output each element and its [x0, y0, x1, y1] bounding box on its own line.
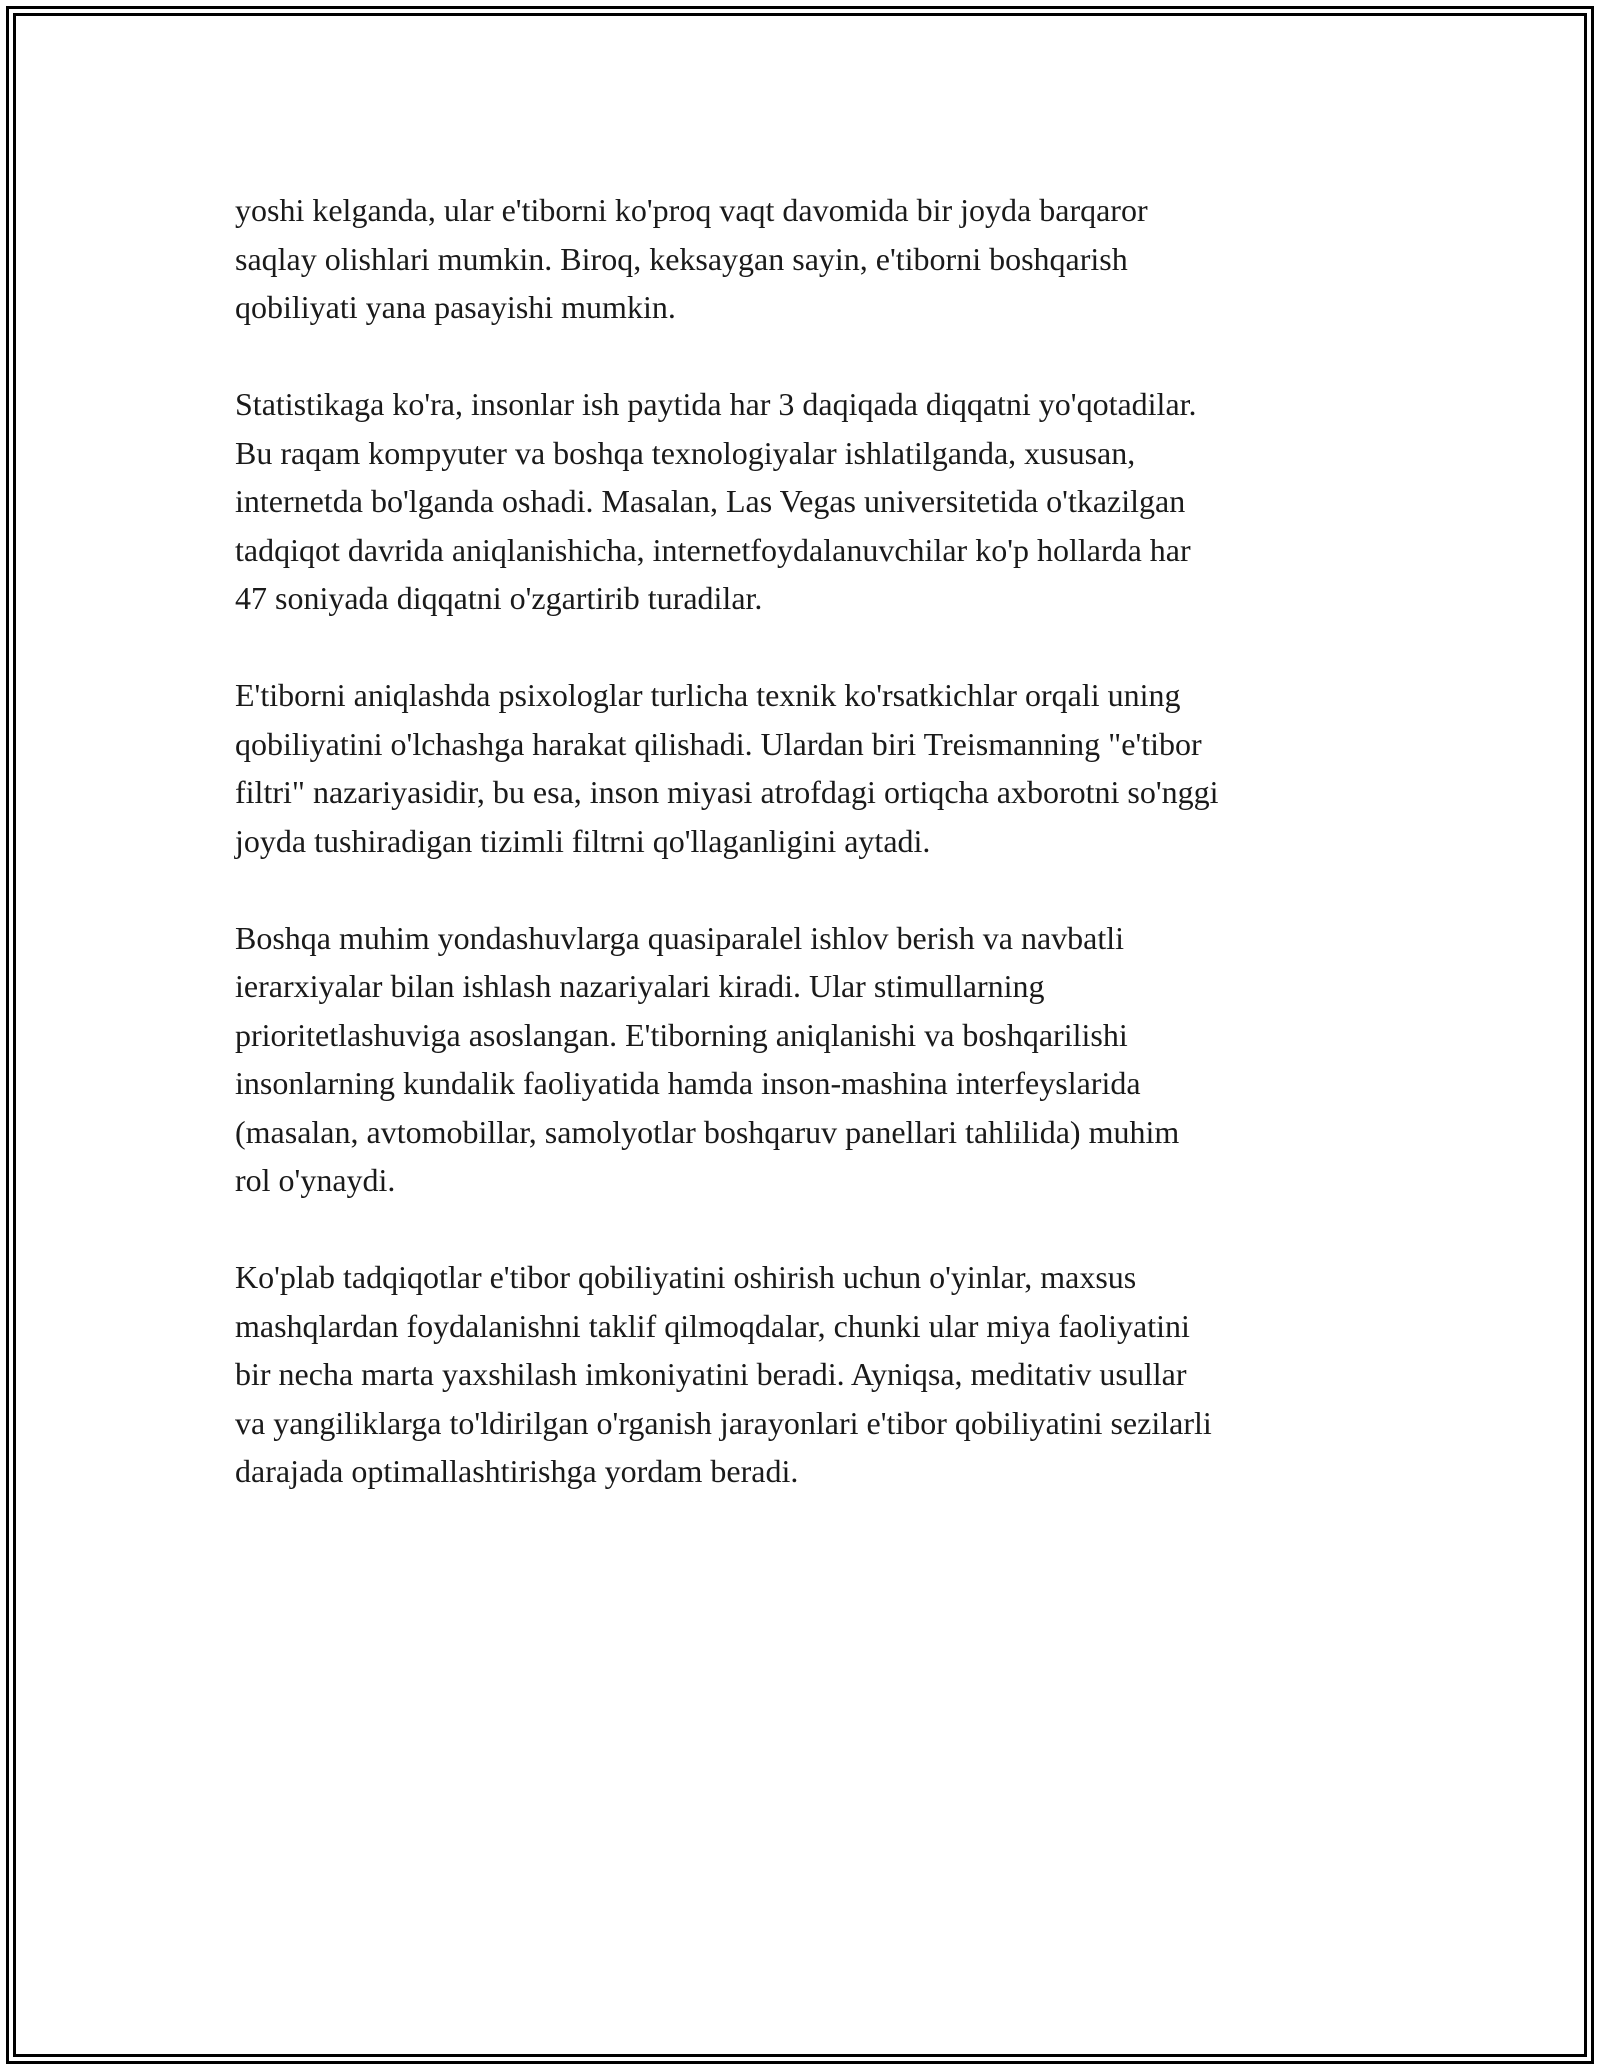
- paragraph: [235, 380, 1365, 623]
- text-line: Ko'plab tadqiqotlar e'tibor qobiliyatini oshirish uchun o'yinlar, maxsus: [235, 1259, 1137, 1295]
- text-line: rol o'ynaydi.: [235, 1162, 396, 1198]
- text-line: saqlay olishlari mumkin. Biroq, keksaygan sayin, e'tiborni boshqarish: [235, 240, 1128, 277]
- text-line: prioritetlashuviga asoslangan. E'tiborning aniqlanishi va boshqarilishi: [235, 1016, 1128, 1053]
- document-body: [235, 186, 1365, 1544]
- text-line: E'tiborni aniqlashda psixologlar turlicha texnik ko'rsatkichlar orqali uning: [235, 677, 1181, 713]
- text-line: darajada optimallashtirishga yordam beradi.: [235, 1453, 799, 1489]
- text-line: Bu raqam kompyuter va boshqa texnologiyalar ishlatilganda, xususan,: [235, 434, 1136, 471]
- paragraph: [235, 671, 1365, 865]
- text-line: insonlarning kundalik faoliyatida hamda inson-mashina interfeyslarida: [235, 1065, 1141, 1101]
- text-line: joyda tushiradigan tizimli filtrni qo'llaganligini aytadi.: [235, 822, 931, 859]
- text-line: qobiliyatini o'lchashga harakat qilishadi. Ulardan biri Treismanning "e'tibor: [235, 725, 1202, 762]
- text-line: Statistikaga ko'ra, insonlar ish paytida har 3 daqiqada diqqatni yo'qotadilar.: [235, 386, 1197, 422]
- text-line: yoshi kelganda, ular e'tiborni ko'proq vaqt davomida bir joyda barqaror: [235, 192, 1148, 228]
- text-line: qobiliyati yana pasayishi mumkin.: [235, 289, 676, 325]
- text-line: va yangiliklarga to'ldirilgan o'rganish jarayonlari e'tibor qobiliyatini sezilarli: [235, 1404, 1212, 1441]
- text-line: 47 soniyada diqqatni o'zgartirib turadilar.: [235, 580, 763, 616]
- text-line: Boshqa muhim yondashuvlarga quasiparalel ishlov berish va navbatli: [235, 919, 1125, 956]
- text-line: mashqlardan foydalanishni taklif qilmoqdalar, chunki ular miya faoliyatini: [235, 1307, 1190, 1344]
- paragraph: [235, 1253, 1365, 1496]
- paragraph: [235, 914, 1365, 1205]
- text-line: filtri" nazariyasidir, bu esa, inson miyasi atrofdagi ortiqcha axborotni so'nggi: [235, 774, 1219, 810]
- text-line: ierarxiyalar bilan ishlash nazariyalari kiradi. Ular stimullarning: [235, 968, 1045, 1004]
- text-line: bir necha marta yaxshilash imkoniyatini beradi. Ayniqsa, meditativ usullar: [235, 1356, 1187, 1392]
- text-line: tadqiqot davrida aniqlanishicha, internetfoydalanuvchilar ko'p hollarda har: [235, 531, 1191, 568]
- paragraph: [235, 186, 1365, 332]
- text-line: internetda bo'lganda oshadi. Masalan, Las Vegas universitetida o'tkazilgan: [235, 483, 1186, 519]
- text-line: (masalan, avtomobillar, samolyotlar boshqaruv panellari tahlilida) muhim: [235, 1113, 1180, 1150]
